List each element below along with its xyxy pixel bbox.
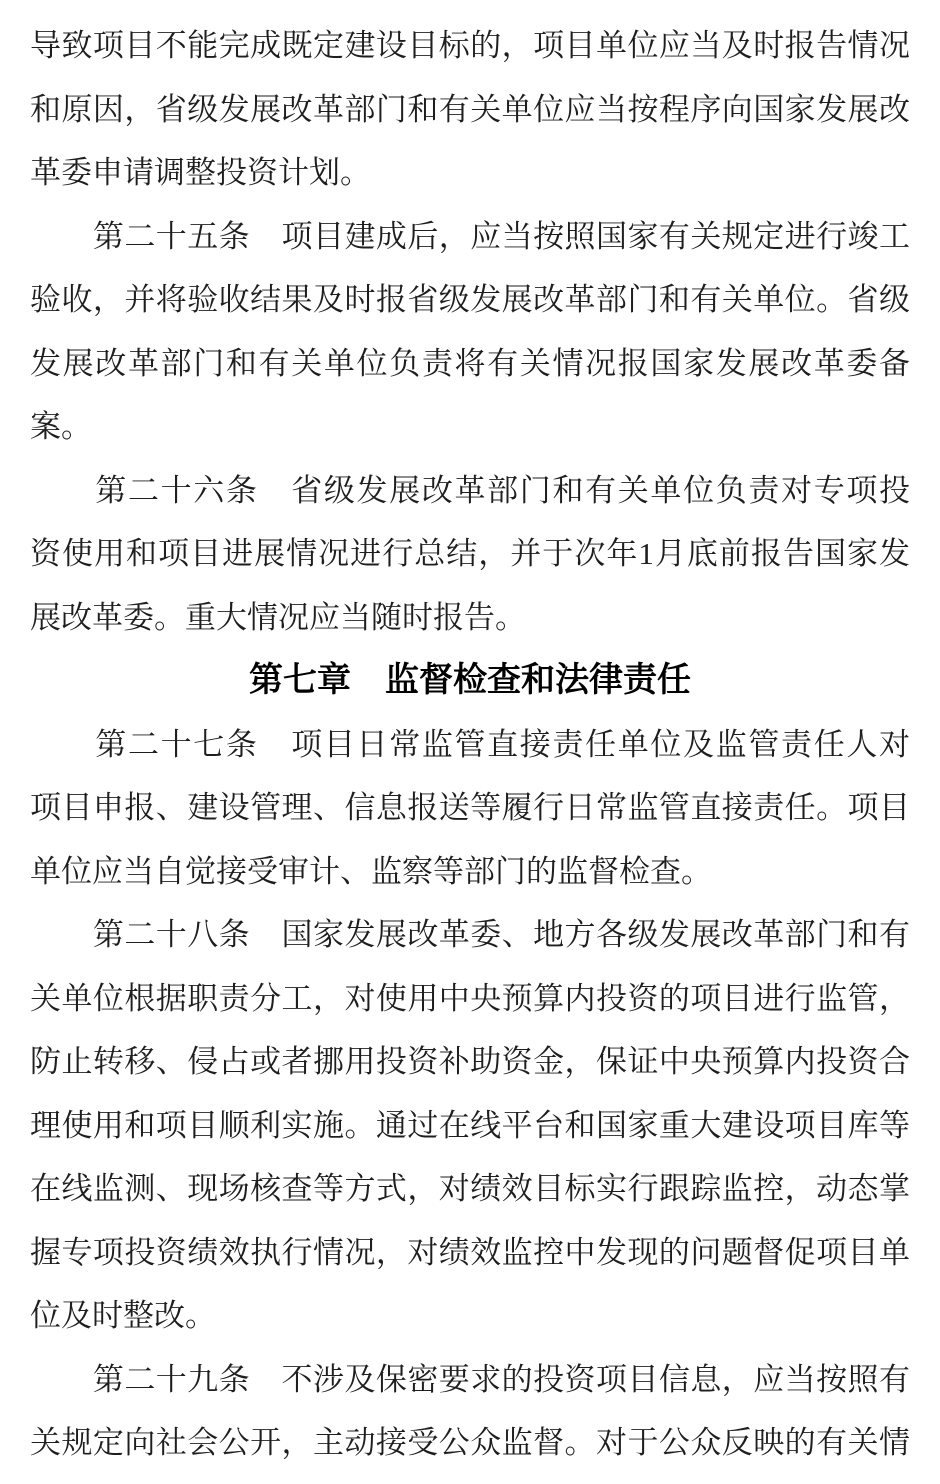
body-line: 和原因，省级发展改革部门和有关单位应当按程序向国家发展改 bbox=[30, 91, 910, 127]
body-line: 单位应当自觉接受审计、监察等部门的监督检查。 bbox=[30, 853, 712, 889]
chapter-heading: 第七章 监督检查和法律责任 bbox=[249, 661, 691, 699]
body-line: 第二十六条 省级发展改革部门和有关单位负责对专项投 bbox=[30, 472, 910, 508]
body-line: 位及时整改。 bbox=[30, 1298, 216, 1333]
body-line: 案。 bbox=[30, 409, 92, 444]
body-line: 关规定向社会公开，主动接受公众监督。对于公众反映的有关情 bbox=[30, 1425, 910, 1460]
body-line: 资使用和项目进展情况进行总结，并于次年1月底前报告国家发 bbox=[30, 536, 910, 571]
body-line: 第二十九条 不涉及保密要求的投资项目信息，应当按照有 bbox=[30, 1361, 910, 1397]
body-line: 握专项投资绩效执行情况，对绩效监控中发现的问题督促项目单 bbox=[30, 1234, 910, 1270]
body-line: 革委申请调整投资计划。 bbox=[30, 155, 371, 190]
body-line: 在线监测、现场核查等方式，对绩效目标实行跟踪监控，动态掌 bbox=[30, 1171, 910, 1206]
body-line: 项目申报、建设管理、信息报送等履行日常监管直接责任。项目 bbox=[30, 790, 910, 825]
body-line: 第二十五条 项目建成后，应当按照国家有关规定进行竣工 bbox=[30, 218, 910, 254]
body-line: 展改革委。重大情况应当随时报告。 bbox=[30, 599, 526, 635]
body-line: 导致项目不能完成既定建设目标的，项目单位应当及时报告情况 bbox=[30, 28, 910, 63]
body-line: 关单位根据职责分工，对使用中央预算内投资的项目进行监管， bbox=[30, 980, 910, 1016]
body-line: 第二十七条 项目日常监管直接责任单位及监管责任人对 bbox=[30, 726, 910, 762]
body-line: 防止转移、侵占或者挪用投资补助资金，保证中央预算内投资合 bbox=[30, 1044, 910, 1079]
body-line: 第二十八条 国家发展改革委、地方各级发展改革部门和有 bbox=[30, 917, 910, 952]
body-line: 发展改革部门和有关单位负责将有关情况报国家发展改革委备 bbox=[30, 345, 910, 381]
document-body bbox=[30, 14, 910, 1475]
body-line: 理使用和项目顺利实施。通过在线平台和国家重大建设项目库等 bbox=[30, 1107, 910, 1143]
body-line: 验收，并将验收结果及时报省级发展改革部门和有关单位。省级 bbox=[30, 282, 910, 317]
